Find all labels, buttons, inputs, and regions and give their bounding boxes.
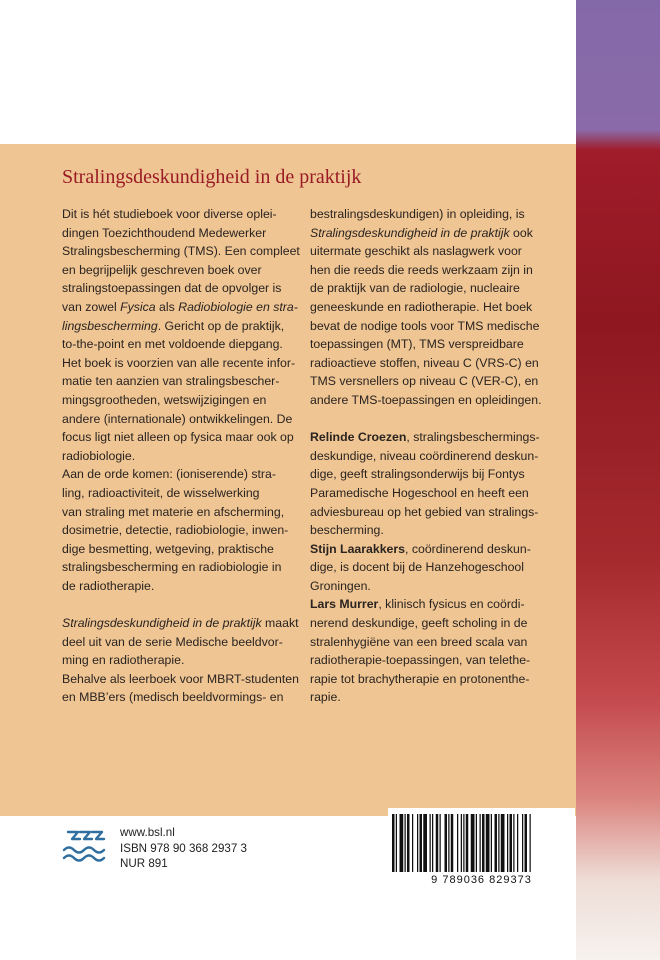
right-column-line: adviesbureau op het gebied van stralings-	[310, 504, 539, 519]
right-column-line: dige, is docent bij de Hanzehogeschool	[310, 560, 524, 575]
barcode-bar	[480, 814, 481, 872]
barcode-bar	[471, 814, 475, 872]
barcode-bar	[498, 814, 499, 872]
right-column-line: de praktijk van de radiologie, nucleaire	[310, 281, 520, 296]
isbn-text: ISBN 978 90 368 2937 3	[120, 841, 247, 855]
publisher-info	[120, 825, 247, 872]
barcode-bar	[491, 814, 492, 872]
barcode-bar	[445, 814, 448, 872]
barcode-bar	[486, 814, 490, 872]
right-column-line: deskundige, niveau coördinerend deskun-	[310, 448, 539, 463]
top-margin	[0, 0, 576, 144]
right-column-line: rapie.	[310, 690, 341, 705]
barcode-bar	[482, 814, 485, 872]
right-column-line: hen die reeds die reeds werkzaam zijn in	[310, 262, 533, 277]
right-column-line: toepassingen (MT), TMS verspreidbare	[310, 337, 524, 352]
barcode-bar	[412, 814, 413, 872]
right-column-line: geneeskunde en radiotherapie. Het boek	[310, 299, 533, 314]
barcode-bar	[495, 814, 498, 872]
barcode-bar	[392, 814, 395, 872]
barcode-bar	[517, 814, 518, 872]
right-column-line: Stijn Laarakkers, coördinerend deskun-	[310, 541, 531, 556]
barcode-bar	[510, 814, 513, 872]
right-column-line: Stralingsdeskundigheid in de praktijk ook	[310, 225, 533, 240]
left-column-line: stralingsbescherming en radiobiologie in	[62, 560, 282, 575]
right-column-line: TMS versnellers op niveau C (VER-C), en	[310, 374, 539, 389]
right-column-line: nerend deskundige, geeft scholing in de	[310, 616, 528, 631]
left-column-line: Dit is hét studieboek voor diverse oplei-	[62, 207, 277, 221]
barcode-bar	[463, 814, 464, 872]
left-column-line: mingsgrootheden, wetswijzigingen en	[62, 392, 267, 407]
left-column-line: Stralingsdeskundigheid in de praktijk maakt	[62, 616, 299, 631]
left-column-line: Stralingsbescherming (TMS). Een compleet	[62, 244, 300, 259]
barcode-bar	[501, 814, 505, 872]
left-column	[62, 205, 306, 707]
left-column-line: lingsbescherming. Gericht op de praktijk,	[62, 318, 285, 333]
barcode-bar	[507, 814, 508, 872]
left-column-line: dingen Toezichthoudend Medewerker	[62, 225, 267, 240]
right-column-line: dige, geeft stralingsonderwijs bij Fontys	[310, 467, 525, 482]
barcode-bar	[461, 814, 462, 872]
right-column-line: andere TMS-toepassingen en opleidingen.	[310, 392, 542, 407]
right-column-line: uitermate geschikt als naslagwerk voor	[310, 244, 522, 259]
book-title: Stralingsdeskundigheid in de praktijk	[62, 166, 362, 188]
barcode-bar	[451, 814, 454, 872]
left-column-line: de radiotherapie.	[62, 578, 155, 593]
barcode-bar	[436, 814, 439, 872]
left-column-line: Behalve als leerboek voor MBRT-studenten	[62, 671, 299, 686]
barcode-bar	[407, 814, 410, 872]
left-column-line: van zowel Fysica als Radiobiologie en stra-	[62, 299, 298, 314]
barcode-bar	[525, 814, 528, 872]
left-column-line	[62, 595, 306, 614]
right-column-line: radioactieve stoffen, niveau C (VRS-C) en	[310, 355, 539, 370]
barcode-bar	[448, 814, 449, 872]
right-column-line: Lars Murrer, klinisch fysicus en coördi-	[310, 597, 525, 612]
left-column-line: van straling met materie en afscherming,	[62, 504, 285, 519]
left-column-line: deel uit van de serie Medische beeldvor-	[62, 634, 283, 649]
right-column-line: Paramedische Hogeschool en heeft een	[310, 485, 529, 500]
left-column-line: Aan de orde komen: (ioniserende) stra-	[62, 467, 276, 482]
barcode-bar	[513, 814, 514, 872]
barcode-bar	[522, 814, 523, 872]
barcode-bar	[440, 814, 441, 872]
right-column-line	[310, 410, 560, 429]
left-column-line: radiobiologie.	[62, 448, 136, 463]
right-column-line: Groningen.	[310, 578, 371, 593]
right-column-line: bevat de nodige tools voor TMS medische	[310, 318, 540, 333]
left-column-line: en begrijpelijk geschreven boek over	[62, 262, 262, 277]
right-column-line: bescherming.	[310, 523, 384, 538]
left-column-line: en MBB’ers (medisch beeldvormings- en	[62, 690, 284, 705]
nur-text: NUR 891	[120, 857, 168, 870]
barcode-bar	[396, 814, 397, 872]
barcode-digits: 9 789036 829373	[431, 874, 532, 886]
right-column-line: bestralingsdeskundigen) in opleiding, is	[310, 207, 525, 221]
left-column-line: ling, radioactiviteit, de wisselwerking	[62, 485, 260, 500]
right-column-line: rapie tot brachytherapie en protonenthe-	[310, 671, 530, 686]
barcode-bar	[457, 814, 458, 872]
barcode-bar	[430, 814, 431, 872]
barcode-bar	[405, 814, 406, 872]
barcode-bar	[432, 814, 433, 872]
barcode	[388, 808, 575, 876]
left-column-line: andere (internationale) ontwikkelingen. De	[62, 411, 293, 426]
color-strip	[576, 0, 660, 960]
left-column-line: stralingstoepassingen dat de opvolger is	[62, 281, 282, 296]
barcode-bar	[530, 814, 531, 872]
barcode-bar	[466, 814, 469, 872]
left-column-line: matie ten aanzien van stralingsbescher-	[62, 374, 280, 389]
left-column-line: focus ligt niet alleen op fysica maar ook op	[62, 430, 294, 445]
left-column-line: dige besmetting, wetgeving, praktische	[62, 541, 274, 556]
left-column-line: ming en radiotherapie.	[62, 653, 185, 668]
right-column-line: radiotherapie-toepassingen, van telethe-	[310, 653, 531, 668]
right-column-line: stralenhygiëne van een breed scala van	[310, 634, 528, 649]
bsl-logo-icon	[62, 828, 108, 864]
left-column-line: dosimetrie, detectie, radiobiologie, inwen-	[62, 523, 289, 538]
right-column	[310, 205, 560, 707]
left-column-line: Het boek is voorzien van alle recente infor-	[62, 355, 296, 370]
barcode-bar	[400, 814, 404, 872]
barcode-bar	[417, 814, 418, 872]
publisher-website[interactable]: www.bsl.nl	[120, 826, 175, 839]
right-column-line: Relinde Croezen, stralingsbeschermings-	[310, 430, 540, 445]
left-column-line: to-the-point en met voldoende diepgang.	[62, 337, 283, 352]
barcode-bar	[476, 814, 477, 872]
barcode-bar	[423, 814, 427, 872]
barcode-bar	[420, 814, 423, 872]
